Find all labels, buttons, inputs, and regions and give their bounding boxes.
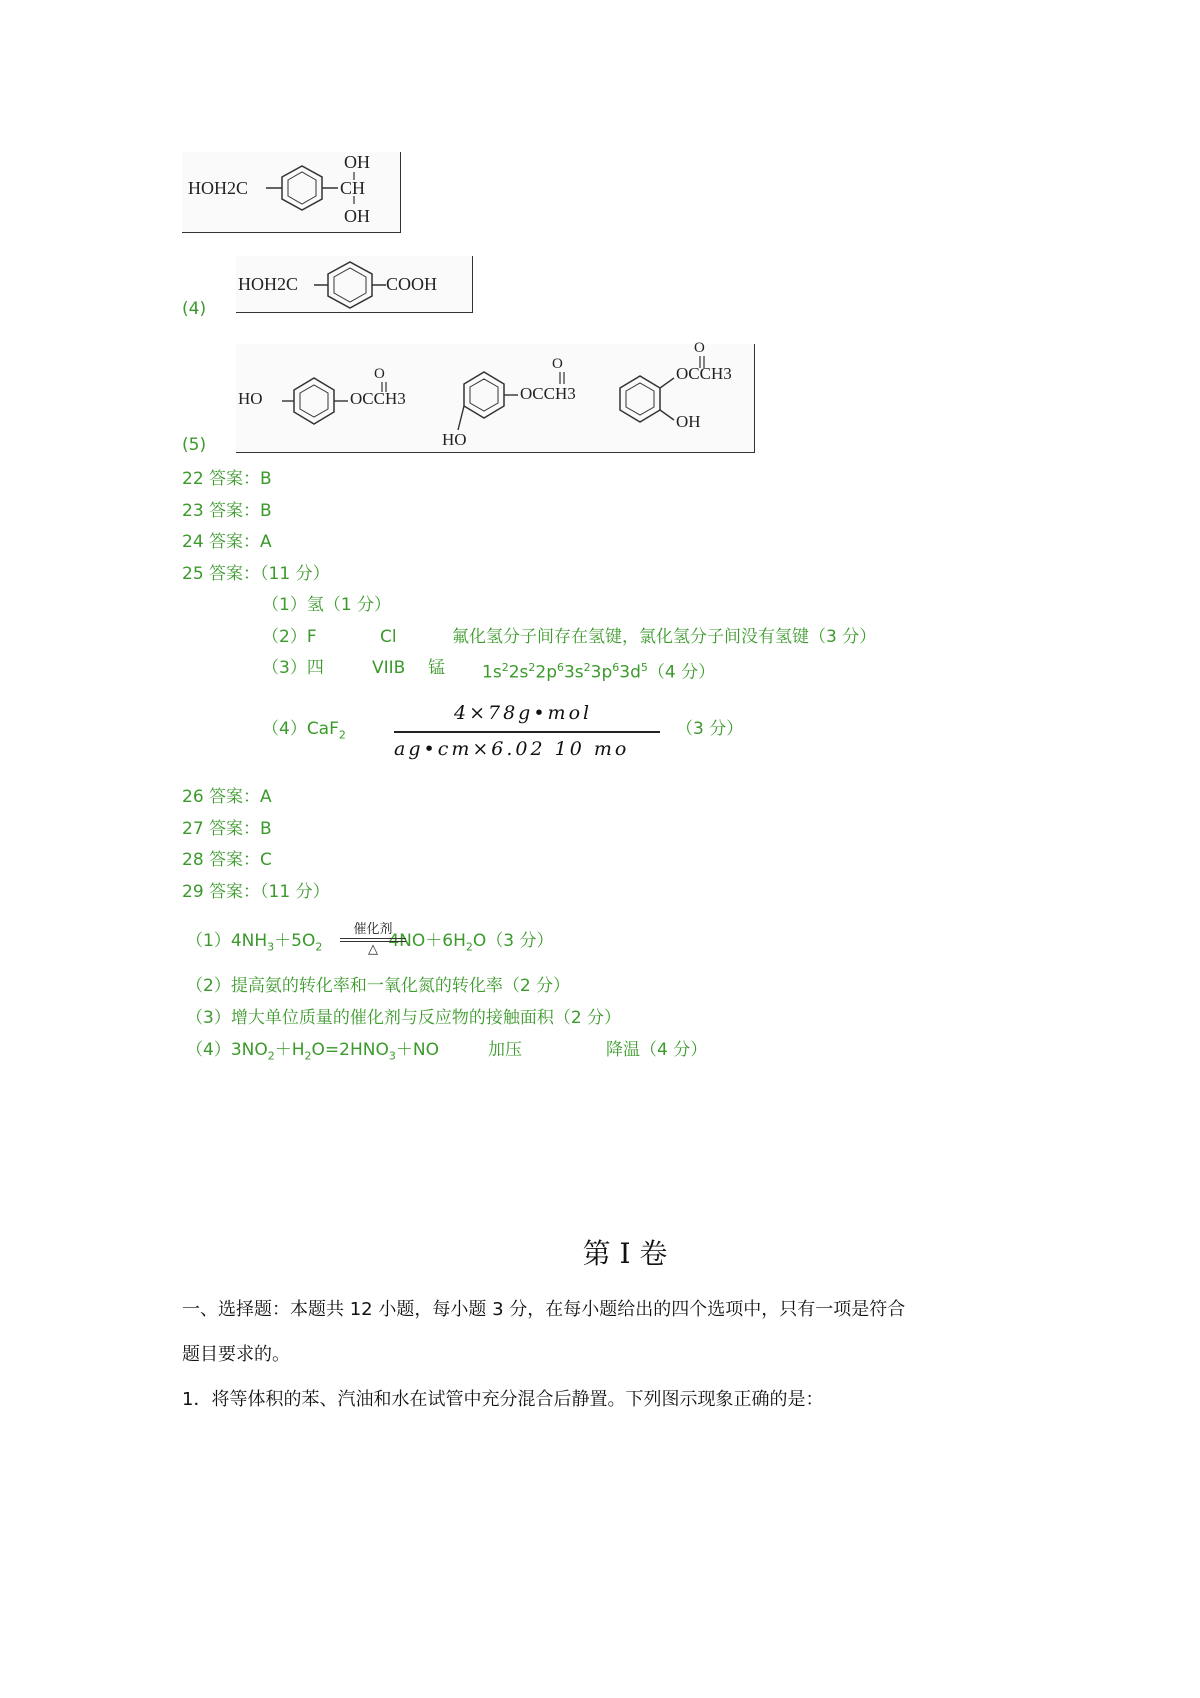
isomer-a-right-group: OCCH3: [350, 389, 406, 408]
answer-25-part4-formula: （4）CaF: [262, 719, 339, 739]
answer-25-part3-configuration: $1s^22s^22p^63s^23p^63d^5(4$ 分）: [482, 661, 716, 683]
equation-no: ＋NO: [395, 1040, 439, 1060]
answer-29-part4: $(4)3NO_2+H_2O=2HNO_3+NO$: [186, 1040, 439, 1063]
answer-25-part3-group: VIIB: [372, 658, 406, 678]
question-1: 1．将等体积的苯、汽油和水在试管中充分混合后静置。下列图示现象正确的是：: [182, 1389, 824, 1410]
structure-4-right-group: COOH: [386, 274, 438, 294]
acetoxyphenol-isomers-structure: [236, 344, 754, 452]
answer-29-part3: （3）增大单位质量的催化剂与反应物的接触面积（2 分）: [186, 1008, 622, 1028]
answer-25-part4-label: （4）CaF$_2$: [262, 719, 346, 742]
answer-29: 29 答案：（11 分）: [182, 882, 330, 902]
structure-4-label: (4): [182, 299, 207, 319]
answer-25-part1: （1）氢（1 分）: [262, 595, 392, 615]
answer-28: 28 答案：C: [182, 850, 272, 870]
answer-25: 25 答案：（11 分）: [182, 564, 330, 584]
isomer-b-right-group: OCCH3: [520, 384, 576, 403]
density-numerator: 4×78g•mol: [454, 702, 593, 724]
answer-25-part2-cl: Cl: [380, 627, 397, 647]
answer-27: 27 答案：B: [182, 819, 272, 839]
structure-image-1: [182, 152, 401, 233]
isomer-a-carbonyl-o: O: [374, 366, 385, 382]
isomer-c-right-group: OCCH3: [676, 364, 732, 383]
isomer-c-bottom-group: OH: [676, 412, 701, 431]
section-title: 第 I 卷: [582, 1237, 668, 1270]
answer-25-part3-score: （4 分）: [647, 662, 716, 683]
structure-1-left-group: HOH2C: [188, 178, 249, 198]
equation-end: O（3 分）: [472, 931, 554, 951]
answer-23: 23 答案：B: [182, 501, 272, 521]
structure-1-bottom-group: OH: [344, 206, 370, 226]
answer-29-part2: （2）提高氨的转化率和一氧化氮的转化率（2 分）: [186, 976, 571, 996]
structure-5-label: (5): [182, 435, 207, 455]
structure-1-mid-group: CH: [340, 178, 366, 198]
answer-29-part4-pressure: 加压: [488, 1040, 522, 1060]
answer-25-part2-text: 氟化氢分子间存在氢键，氯化氢分子间没有氢键（3 分）: [452, 627, 877, 647]
catalyst-label: 催化剂: [353, 922, 393, 937]
equation-h2: ＋H: [274, 1040, 305, 1060]
equation-no2: （4）3NO: [186, 1040, 268, 1060]
answer-22: 22 答案：B: [182, 469, 272, 489]
equation-reactant-1: （1）4NH: [186, 931, 268, 951]
structure-image-5: [236, 340, 755, 453]
equation-hno3: O=2HNO: [311, 1040, 389, 1060]
answer-25-part4-score: （3 分）: [676, 719, 744, 739]
isomer-b-carbonyl-o: O: [552, 356, 563, 372]
equation-reactant-2: ＋5O: [274, 931, 316, 951]
answer-26: 26 答案：A: [182, 787, 272, 807]
isomer-a-left-group: HO: [238, 389, 263, 408]
answer-29-part1: $(1)4NH_3+5O_2$ $4NO+6H_2O(3$ 分）: [186, 931, 554, 954]
isomer-c-carbonyl-o: O: [694, 340, 705, 356]
structure-image-4: [236, 256, 473, 313]
answer-25-part3-label: （3）四: [262, 658, 324, 678]
density-denominator: ag•cm×6.02 10 mo: [394, 738, 630, 760]
answer-25-part3-element: 锰: [428, 658, 445, 678]
isomer-b-bottom-group: HO: [442, 430, 467, 449]
answer-24: 24 答案：A: [182, 532, 272, 552]
heat-symbol: △: [368, 942, 378, 957]
answer-25-part2-label: （2）F: [262, 627, 317, 647]
equation-product-1: 4NO＋6H: [388, 931, 466, 951]
answer-29-part4-temperature: 降温（4 分）: [606, 1040, 708, 1060]
structure-4-left-group: HOH2C: [238, 274, 299, 294]
structure-1-top-group: OH: [344, 152, 370, 172]
fraction-bar: [394, 731, 660, 733]
section-intro-line-2: 题目要求的。: [182, 1344, 290, 1365]
section-intro-line-1: 一、选择题：本题共 12 小题，每小题 3 分，在每小题给出的四个选项中，只有一项是符合: [182, 1299, 906, 1320]
